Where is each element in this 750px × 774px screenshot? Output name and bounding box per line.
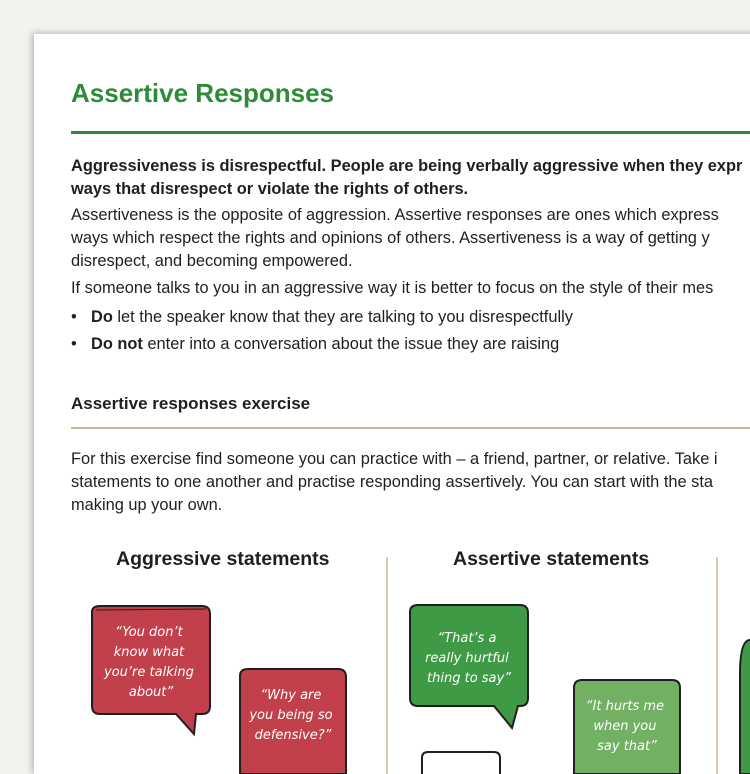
bullet-marker: • [71, 335, 77, 353]
bullet-text: enter into a conversation about the issue they are raising [142, 335, 560, 353]
aggressive-speech-bubble [240, 669, 346, 774]
bubble-line: about” [128, 685, 174, 700]
bubble-line: thing to say” [427, 671, 511, 686]
bubble-line: really hurtful [425, 651, 509, 666]
speech-bubbles-illustration [34, 34, 750, 774]
aggressive-speech-bubble [92, 606, 210, 734]
bubble-line: you’re talking [104, 665, 194, 680]
intro-line: ways which respect the rights and opinions of others. Assertiveness is a way of getting y [71, 229, 710, 247]
bubble-line: “Why are [260, 688, 322, 703]
assertive-speech-bubble [574, 680, 680, 774]
bubble-line: “You don’t [115, 625, 183, 640]
bubble-line: know what [113, 645, 185, 660]
svg-text:“Why are you being so [248, 688, 336, 743]
exercise-heading: Assertive responses exercise [71, 394, 311, 413]
bullet-text: let the speaker know that they are talking to you disrespectfully [112, 308, 573, 326]
bubble-line: when you [593, 719, 657, 734]
bullet-strong: Do not [91, 335, 143, 353]
intro-line: disrespect, and becoming empowered. [71, 252, 353, 270]
bubble-line: “That’s a [437, 631, 497, 646]
bullet-marker: • [71, 308, 77, 326]
aggressive-column-title: Aggressive statements [116, 548, 330, 570]
bullet-strong: Do [91, 308, 113, 326]
intro-bold-line: Aggressiveness is disrespectful. People are being verbally aggressive when they expr [71, 157, 743, 175]
bubble-line: “It hurts me [585, 699, 665, 714]
partial-speech-bubble [422, 752, 500, 774]
exercise-line: making up your own. [71, 496, 223, 514]
assertive-column-title: Assertive statements [453, 548, 650, 570]
intro-bold-line: ways that disrespect or violate the rights of others. [71, 180, 469, 198]
bubble-line: defensive?” [254, 728, 332, 743]
page-title: Assertive Responses [71, 78, 335, 108]
bubble-line: you being so [249, 708, 333, 723]
exercise-line: statements to one another and practise responding assertively. You can start with the sta [71, 473, 714, 491]
intro-line: Assertiveness is the opposite of aggression. Assertive responses are ones which express [71, 206, 719, 224]
worksheet-page [34, 34, 750, 774]
exercise-line: For this exercise find someone you can practice with – a friend, partner, or relative. Take i [71, 450, 718, 468]
advice-line: If someone talks to you in an aggressive way it is better to focus on the style of their mes [71, 279, 714, 297]
partial-speech-bubble [740, 640, 750, 774]
svg-text:“That’s a really hurtf [425, 631, 513, 686]
bubble-line: say that” [597, 739, 657, 754]
assertive-speech-bubble [410, 605, 528, 728]
svg-text:“It hurts me when you [586, 699, 668, 754]
